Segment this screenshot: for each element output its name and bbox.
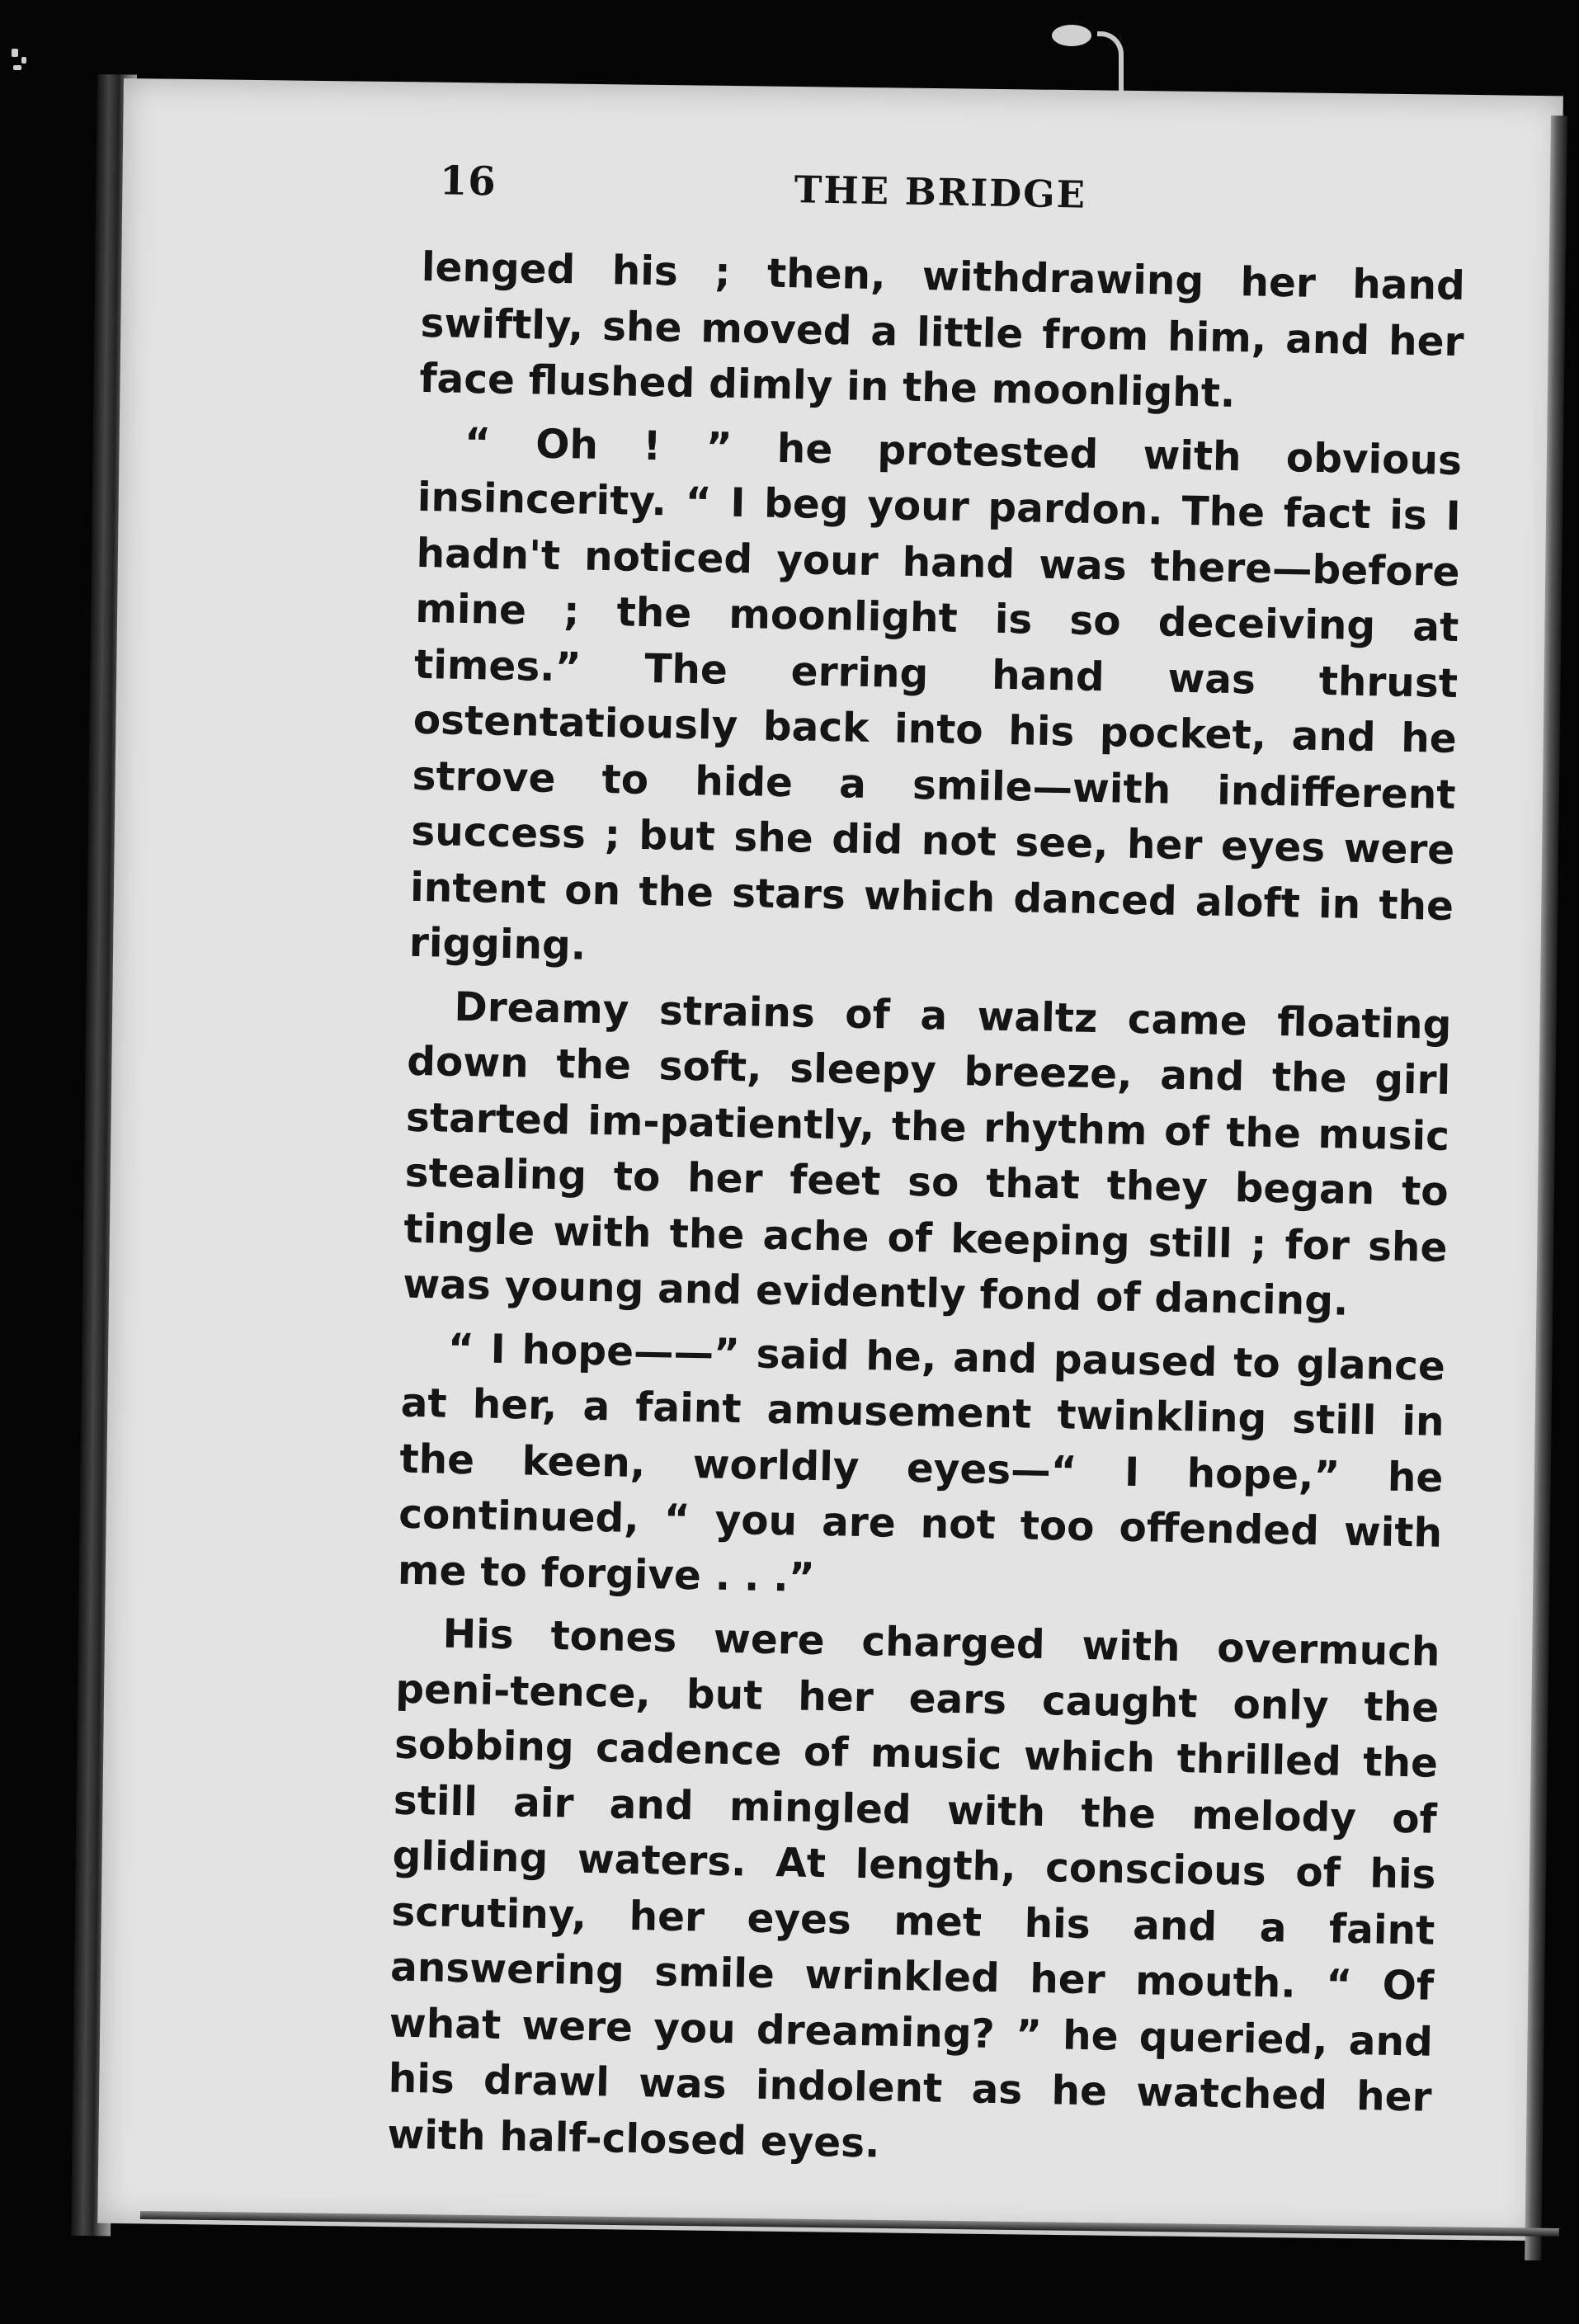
paragraph: “ I hope——” said he, and paused to glance at her, a faint amusement twinkling still in the keen, worldly eyes—“ I hope,” he continued, “ you are not too offended with me to forgive . . .” bbox=[397, 1325, 1446, 1601]
paragraph: His tones were charged with overmuch peni-tence, but her ears caught only the sobbing cadence of music which thrilled the still air and mingled with the melody of gliding waters. At length, conscious of his scrutiny, her eyes met his and a faint answering smile wrinkled her mouth. “ Of what were you dreaming? ” he queried, and his drawl was indolent as he watched her with half-closed eyes. bbox=[386, 1610, 1440, 2166]
page-number: 16 bbox=[439, 158, 497, 205]
running-head: THE BRIDGE bbox=[794, 167, 1087, 217]
paragraph: Dreamy strains of a waltz came floating down the soft, sleepy breeze, and the girl started im-patiently, the rhythm of the music stealing to her feet so that they began to tingle with the ache of keeping still ; for she was young and evidently fond of dancing. bbox=[402, 983, 1452, 1325]
page-header bbox=[431, 158, 1537, 236]
paragraph: “ Oh ! ” he protested with obvious insincerity. “ I beg your pardon. The fact is I hadn't noticed your hand was there—before mine ; the moonlight is so deceiving at times.” The erring hand was thrust ostentatiously back into his pocket, and he strove to hide a smile—with indifferent success ; but she did not see, her eyes were intent on the stars which danced aloft in the rigging. bbox=[408, 419, 1463, 969]
body-text bbox=[387, 240, 1466, 2190]
paragraph: lenged his ; then, withdrawing her hand swiftly, she moved a little from him, and her face flushed dimly in the moonlight. bbox=[418, 243, 1466, 417]
